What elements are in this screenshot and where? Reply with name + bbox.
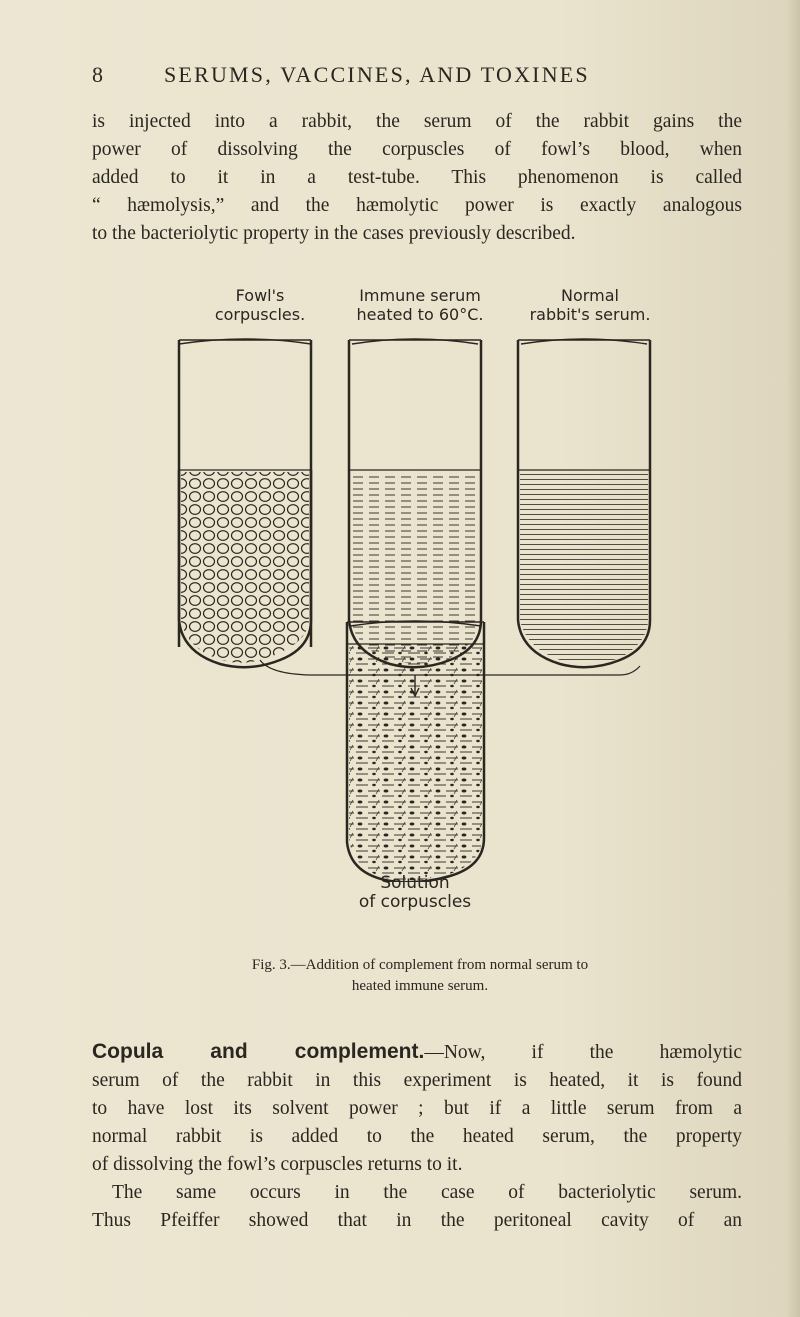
paragraph-2-line: —Now, if the hæmolytic	[424, 1042, 742, 1063]
paragraph-1-line: added to it in a test-tube. This phenomenon is called	[92, 167, 742, 188]
figure-caption	[100, 955, 740, 997]
result-label	[340, 874, 490, 912]
paragraph-1-line: to the bacteriolytic property in the cases previously described.	[92, 223, 576, 244]
paragraph-2-line: of dissolving the fowl’s corpuscles returns to it.	[92, 1154, 463, 1175]
page-edge-shadow	[786, 0, 800, 1317]
paragraph-2	[92, 1038, 742, 1235]
paragraph-3-line: Thus Pfeiffer showed that in the peritoneal cavity of an	[92, 1210, 742, 1231]
running-head	[92, 62, 732, 92]
tube-1-label-line1: Fowl's	[235, 286, 285, 305]
running-title: SERUMS, VACCINES, AND TOXINES	[164, 62, 590, 87]
paragraph-2-line: serum of the rabbit in this experiment is heated, it is found	[92, 1070, 742, 1091]
paragraph-1-line: “ hæmolysis,” and the hæmolytic power is exactly analogous	[92, 195, 742, 216]
caption-line1: Fig. 3.—Addition of complement from normal serum to	[251, 957, 589, 973]
caption-line2: heated immune serum.	[351, 978, 489, 994]
tube-fowls-corpuscles	[172, 339, 311, 667]
result-label-line2: of corpuscles	[358, 892, 472, 912]
tube-2-label-line2: heated to 60°C.	[356, 305, 484, 324]
figure-drawing	[160, 282, 680, 882]
figure-3	[160, 282, 680, 922]
paragraph-1	[92, 108, 742, 248]
tube-3-label-line1: Normal	[561, 286, 619, 305]
tube-1-label-line2: corpuscles.	[214, 305, 306, 324]
paragraph-2-line: to have lost its solvent power ; but if a little serum from a	[92, 1098, 742, 1119]
section-heading: Copula and complement.	[92, 1040, 425, 1063]
paragraph-1-line: power of dissolving the corpuscles of fowl’s blood, when	[92, 139, 742, 160]
paragraph-2-line: normal rabbit is added to the heated serum, the property	[92, 1126, 742, 1147]
tube-normal-rabbit-serum	[518, 339, 650, 667]
page-number: 8	[92, 62, 104, 87]
tube-2-label-line1: Immune serum	[359, 286, 481, 305]
result-label-line1: Solution	[380, 873, 450, 893]
paragraph-3-line: The same occurs in the case of bacteriolytic serum.	[112, 1182, 742, 1203]
paragraph-1-line: is injected into a rabbit, the serum of the rabbit gains the	[92, 111, 742, 132]
tube-3-label-line2: rabbit's serum.	[529, 305, 651, 324]
tube-immune-serum-heated	[349, 339, 481, 667]
paragraph-2-first-line	[92, 1038, 742, 1067]
